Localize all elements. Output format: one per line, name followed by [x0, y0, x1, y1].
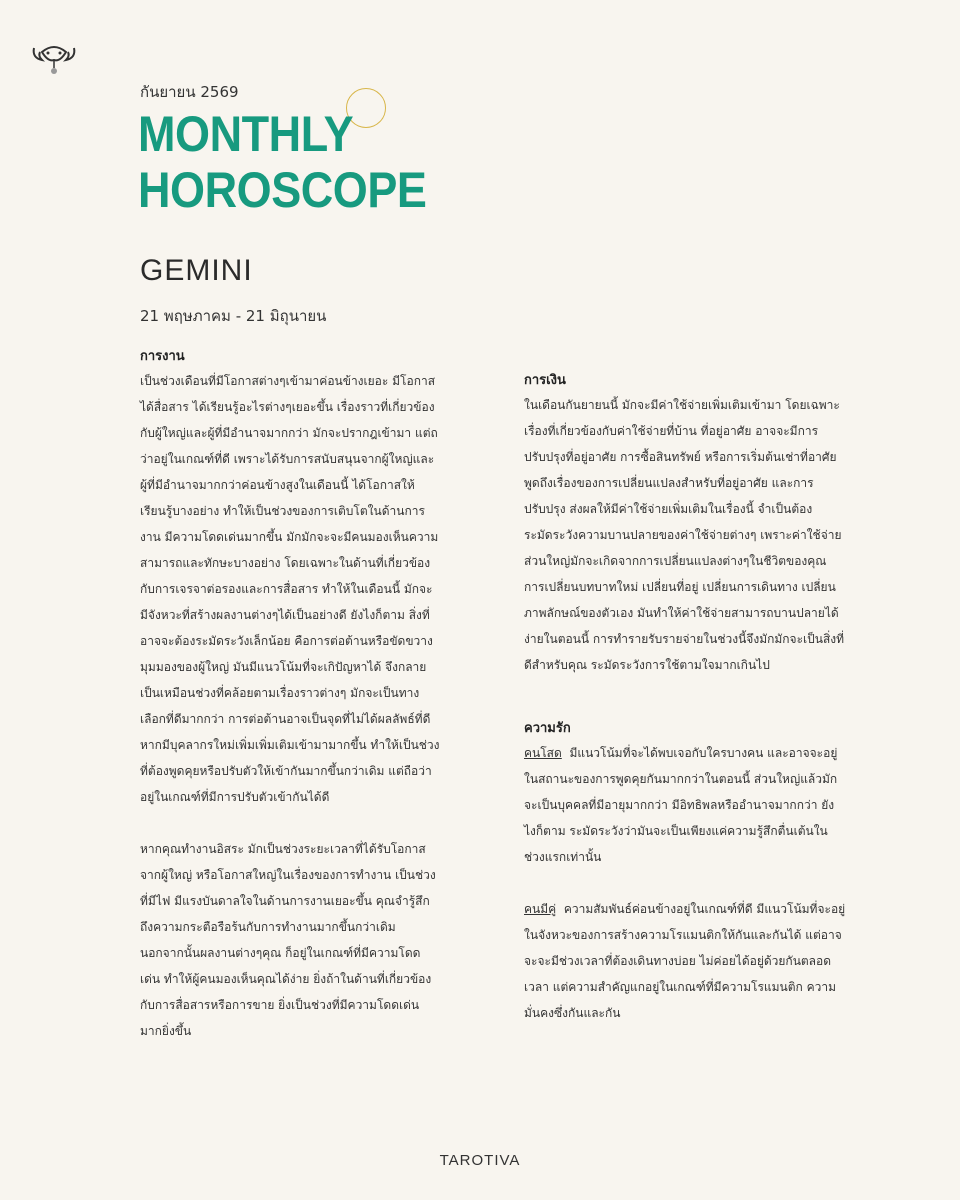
couple-text: ความสัมพันธ์ค่อนข้างอยู่ในเกณฑ์ที่ดี มีแนวโน้มที่จะอยู่ในจังหวะของการสร้างความโรแมนติกให้กันและกันได้ แต่อาจจะจะมีช่วงเวลาที่ต้องเดินทางบ่อย ไม่ค่อยได้อยู่ด้วยกันตลอดเวลา แต่ความสำคัญแกอยู่ในเกณฑ์ที่มีความโรแมนติก ความมั่นคงซึ่งกันและกัน	[524, 902, 846, 1020]
footer-brand: TAROTIVA	[439, 1152, 521, 1169]
love-heading: ความรัก	[524, 721, 571, 736]
couple-label: คนมีคู่	[524, 902, 557, 916]
work-heading: การงาน	[140, 349, 185, 364]
money-section	[524, 370, 846, 678]
love-couple	[524, 896, 846, 1026]
single-label: คนโสด	[524, 746, 562, 760]
taurus-horns-icon	[30, 38, 78, 78]
work-paragraph-2: หากคุณทำงานอิสระ มักเป็นช่วงระยะเวลาที่ได้รับโอกาสจากผู้ใหญ่ หรือโอกาสใหญ่ในเรื่องของการทำงาน เป็นช่วงที่มีไฟ มีแรงบันดาลใจในด้านการงานเยอะขึ้น คุณจำรู้สึกถึงความกระตือรือร้นกับการทำงานมากขึ้นกว่าเดิม นอกจากนั้นผลงานต่างๆคุณ ก็อยู่ในเกณฑ์ที่มีความโดดเด่น ทำให้ผู้คนมองเห็นคุณได้ง่าย ยิ่งถ้าในด้านที่เกี่ยวข้องกับการสื่อสารหรือการขาย ยิ่งเป็นช่วงที่มีความโดดเด่นมากยิ่งขึ้น	[140, 842, 436, 1038]
title-line-1: MONTHLY	[138, 106, 354, 162]
money-heading: การเงิน	[524, 373, 566, 388]
title-line-2: HOROSCOPE	[138, 162, 427, 218]
month-label: กันยายน 2569	[140, 83, 239, 101]
zodiac-dates: 21 พฤษภาคม - 21 มิถุนายน	[140, 307, 327, 325]
work-section	[140, 346, 440, 1044]
love-section	[524, 718, 846, 1026]
page-title	[138, 106, 427, 218]
single-text: มีแนวโน้มที่จะได้พบเจอกับใครบางคน และอาจจะอยู่ในสถานะของการพูดคุยกันมากกว่าในตอนนี้ ส่วนใหญ่แล้วมักจะเป็นบุคคลที่มีอายุมากกว่า มีอิทธิพลหรืออำนาจมากกว่า ยังไงก็ตาม ระมัดระวังว่ามันจะเป็นเพียงแค่ความรู้สึกตื่นเต้นในช่วงแรกเท่านั้น	[524, 746, 838, 864]
zodiac-sign: GEMINI	[140, 254, 253, 287]
work-paragraph-1: เป็นช่วงเดือนที่มีโอกาสต่างๆเข้ามาค่อนข้างเยอะ มีโอกาสได้สื่อสาร ได้เรียนรู้อะไรต่างๆเยอะขึ้น เรื่องราวที่เกี่ยวข้องกับผู้ใหญ่และผู้ที่มีอำนาจมากกว่า มักจะปรากฎเข้ามา แต่ถว่าอยู่ในเกณฑ์ที่ดี เพราะได้รับการสนับสนุนจากผู้ใหญ่และผู้ที่มีอำนาจมากกว่าค่อนข้างสูงในเดือนนี้ ได้โอกาสให้เรียนรู้บางอย่าง ทำให้เป็นช่วงของการเติบโตในด้านการงาน มีความโดดเด่นมากขึ้น มักมักจะจะมีคนมองเห็นความสามารถและทักษะบางอย่าง โดยเฉพาะในด้านที่เกี่ยวข้องกับการเจรจาต่อรองและการสื่อสาร ทำให้ในเดือนนี้ มักจะมีจังหวะที่สร้างผลงานต่างๆได้เป็นอย่างดี ยังไงก็ตาม สิ่งที่อาจจะต้องระมัดระวังเล็กน้อย คือการต่อต้านหรือขัดขวางมุมมองของผู้ใหญ่ มันมีแนวโน้มที่จะเกิปัญหาได้ จึงกลายเป็นเหมือนช่วงที่คล้อยตามเรื่องราวต่างๆ มักจะเป็นทางเลือกที่ดีมากกว่า การต่อต้านอาจเป็นจุดที่ไม่ได้ผลลัพธ์ที่ดี หากมีบุคลากรใหม่เพิ่มเพิ่มเติมเข้ามามากขึ้น ทำให้เป็นช่วงที่ต้องพูดคุยหรือปรับตัวให้เข้ากันมากขึ้นกว่าเดิม แต่ถือว่าอยู่ในเกณฑ์ที่มีการปรับตัวเข้ากันได้ดี	[140, 374, 440, 804]
love-single	[524, 740, 846, 870]
money-paragraph: ในเดือนกันยายนนี้ มักจะมีค่าใช้จ่ายเพิ่มเติมเข้ามา โดยเฉพาะเรื่องที่เกี่ยวข้องกับค่าใช้จ่ายที่บ้าน ที่อยู่อาศัย อาจจะมีการปรับปรุงที่อยู่อาศัย การซื้อสินทรัพย์ หรือการเริ่มต้นเช่าที่อาศัย พูดถึงเรื่องของการเปลี่ยนแปลงสำหรับที่อยู่อาศัย และการปรับปรุง ส่งผลให้มีค่าใช้จ่ายเพิ่มเติมในเรื่องนี้ จำเป็นต้องระมัดระวังความบานปลายของค่าใช้จ่ายต่างๆ เพราะค่าใช้จ่ายส่วนใหญ่มักจะเกิดจากการเปลี่ยนแปลงต่างๆในชีวิตของคุณ การเปลี่ยนบทบาทใหม่ เปลี่ยนที่อยู่ เปลี่ยนการเดินทาง เปลี่ยนภาพลักษณ์ของตัวเอง มันทำให้ค่าใช้จ่ายสามารถบานปลายได้ง่ายในตอนนี้ การทำรายรับรายจ่ายในช่วงนี้จึงมักมักจะเป็นสิ่งที่ดีสำหรับคุณ ระมัดระวังการใช้ตามใจมากเกินไป	[524, 398, 845, 672]
